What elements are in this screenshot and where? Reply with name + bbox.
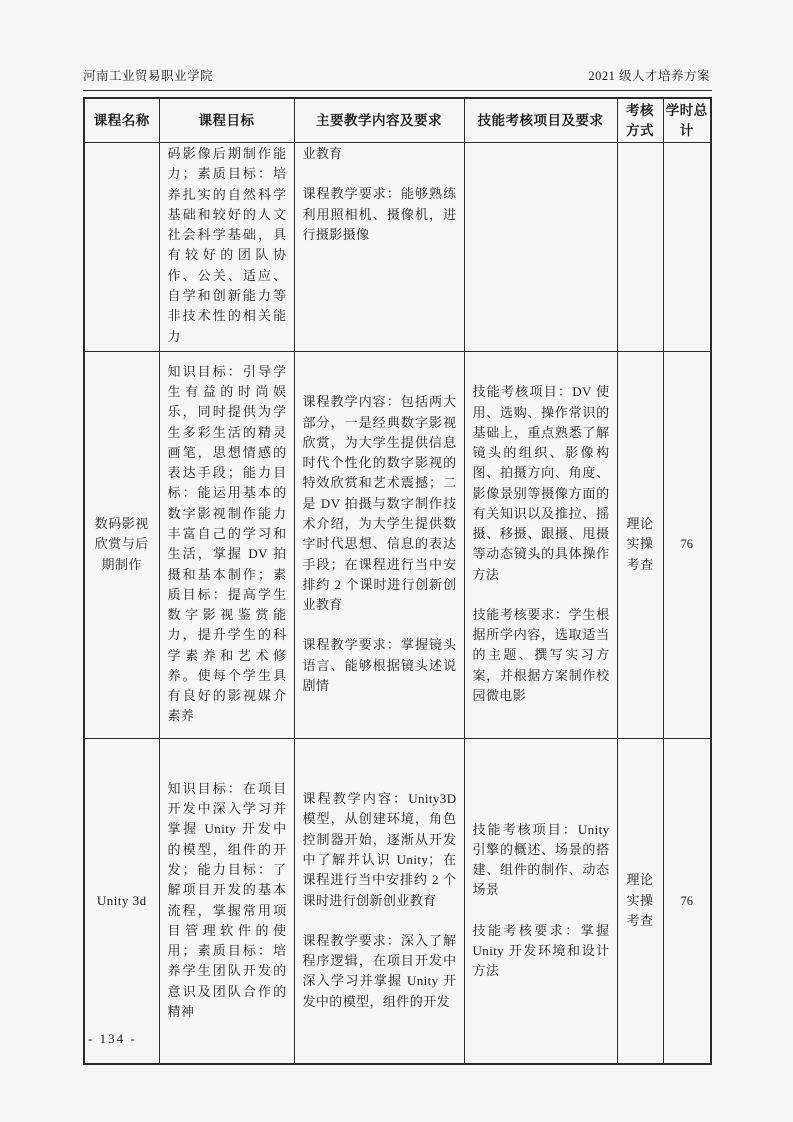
method-cell — [617, 738, 663, 1064]
content-cell — [294, 143, 464, 352]
objectives-text: 知识目标：在项目开发中深入学习并掌握 Unity 开发中的模型，组件的开发；能力目标：了解项目开发的基本流程，掌握常用项目管理软件的使用；素质目标：培养学生团队开发的意识及团队合作的精神 — [167, 780, 287, 1019]
objectives-text: 知识目标：引导学生有益的时尚娱乐，同时提供为学生多彩生活的精灵画笔，思想情感的表达手段；能力目标：能运用基本的数字影视制作能力丰富自己的学习和生活，掌握 DV 拍摄和基本制作；素质目标：提高学生数字影视鉴赏能力，提升学生的科学素养和艺术修养。使每个学生具有良好的影视媒介素养 — [167, 363, 287, 724]
assessment-paragraph: 技能考核项目：Unity 引擎的概述、场景的搭建、组件的制作、动态场景 — [472, 821, 610, 898]
objectives-cell — [159, 143, 294, 352]
content-paragraph: 课程教学内容：包括两大部分，一是经典数字影视欣赏，为大学生提供信息时代个性化的数字影视的特效欣赏和艺术震撼；二是 DV 拍摄与数字制作技术介绍，为大学生提供数字时代思想、信息的表达手段；在课程进行当中安排约 2 个课时进行创新创业教育 — [302, 394, 457, 613]
page-number: - 134 - — [88, 1031, 137, 1046]
hours-cell: 76 — [663, 738, 711, 1064]
content-paragraph: 课程教学要求：掌握镜头语言、能够根据镜头述说剧情 — [302, 637, 457, 693]
hours-cell: 76 — [663, 351, 711, 738]
method-line: 理论 — [626, 515, 654, 531]
hours-cell — [663, 143, 711, 352]
course-name-cell: Unity 3d — [84, 738, 159, 1064]
col-header-assessment: 技能考核项目及要求 — [464, 98, 617, 143]
header-rule — [83, 90, 712, 91]
table-row — [84, 143, 711, 352]
objectives-cell — [159, 351, 294, 738]
assessment-paragraph: 技能考核要求：学生根据所学内容，选取适当的主题、撰写实习方案，并根据方案制作校园微电影 — [472, 606, 610, 703]
method-line: 考查 — [626, 913, 654, 929]
assessment-cell — [464, 143, 617, 352]
table-header-row — [84, 98, 711, 143]
content-cell — [294, 351, 464, 738]
col-header-hours: 学时总计 — [663, 98, 711, 143]
method-line: 实操 — [626, 892, 654, 908]
method-cell — [617, 143, 663, 352]
assessment-cell — [464, 351, 617, 738]
method-line: 理论 — [626, 871, 654, 887]
content-paragraph: 业教育 — [302, 146, 343, 162]
col-header-method: 考核方式 — [617, 98, 663, 143]
assessment-paragraph: 技能考核项目：DV 使用、选购、操作常识的基础上，重点熟悉了解镜头的组织、影像构图、拍摄方向、角度、影像景别等摄像方面的有关知识以及推拉、摇摄、移摄、跟摄、甩摄等动态镜头的具体操作方法 — [472, 384, 610, 582]
objectives-cell — [159, 738, 294, 1064]
course-table — [83, 97, 712, 1065]
table-row — [84, 351, 711, 738]
content-paragraph: 课程教学要求：深入了解程序逻辑，在项目开发中深入学习并掌握 Unity 开发中的模型，组件的开发 — [302, 932, 457, 1009]
header-school-name: 河南工业贸易职业学院 — [83, 69, 214, 83]
content-paragraph: 课程教学要求：能够熟练利用照相机、摄像机，进行摄影摄像 — [302, 186, 457, 242]
method-cell — [617, 351, 663, 738]
assessment-paragraph: 技能考核要求：掌握 Unity 开发环境和设计方法 — [472, 922, 610, 979]
method-line: 实操 — [626, 536, 654, 552]
content-paragraph: 课程教学内容：Unity3D 模型，从创建环境，角色控制器开始，逐渐从开发中了解并认识 Unity；在课程进行当中安排约 2 个课时进行创新创业教育 — [302, 791, 457, 908]
page-header — [83, 66, 710, 84]
col-header-objectives: 课程目标 — [159, 98, 294, 143]
col-header-course-name: 课程名称 — [84, 98, 159, 143]
method-line: 考查 — [626, 557, 654, 573]
content-cell — [294, 738, 464, 1064]
course-name-cell — [84, 143, 159, 352]
objectives-text: 码影像后期制作能力；素质目标：培养扎实的自然科学基础和较好的人文社会科学基础，具有较好的团队协作、公关、适应、自学和创新能力等非技术性的相关能力 — [167, 146, 287, 344]
table-row — [84, 738, 711, 1064]
course-name-cell: 数码影视欣赏与后期制作 — [84, 351, 159, 738]
header-plan-title: 2021 级人才培养方案 — [588, 69, 710, 83]
col-header-content: 主要教学内容及要求 — [294, 98, 464, 143]
assessment-cell — [464, 738, 617, 1064]
